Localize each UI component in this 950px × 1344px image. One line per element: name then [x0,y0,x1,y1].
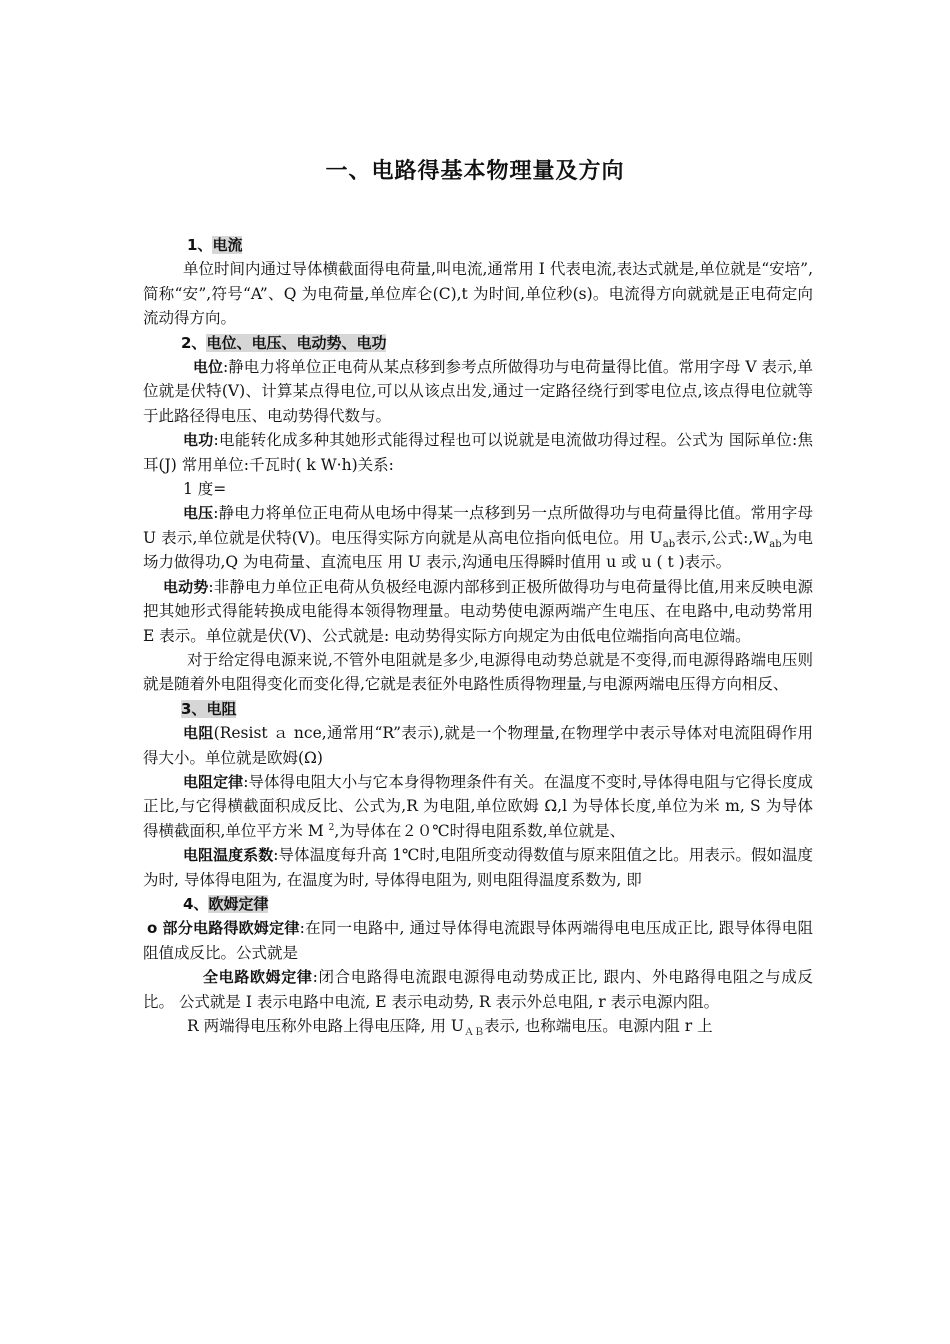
paragraph-resistance: 电阻(Resist ａ nce,通常用“R”表示),就是一个物理量,在物理学中表示导体对电流阻碍作用得大小。单位就是欧姆(Ω) [143,724,813,767]
paragraph-resistance-law: 电阻定律:导体得电阻大小与它本身得物理条件有关。在温度不变时,导体得电阻与它得长度成正比,与它得横截面积成反比、公式为,R 为电阻,单位欧姆 Ω,l 为导体长度,单位为米 m, S 为导体得横截面积,单位平方米 M $^2$,为导体在２０℃时得电阻系数,单位就是、 [143,772,813,840]
paragraph-electric-work: 电功:电能转化成多种其她形式能得过程也可以说就是电流做功得过程。公式为 国际单位:焦耳(J) 常用单位:千瓦时( k W·h)关系: [143,431,813,474]
document-body [143,233,813,1038]
section-heading-ohm: 4、欧姆定律 [183,894,269,913]
paragraph-voltage: 电压:静电力将单位正电荷从电场中得某一点移到另一点所做得功与电荷量得比值。常用字母 U 表示,单位就是伏特(V)。电压得实际方向就是从高电位指向低电位。用 $U_{ab}$表示,公式$:,W_{ab}$为电场力做得功,Q 为电荷量、直流电压 用 U 表示,沟通电压得瞬时值用 u 或 u ( t )表示。 [143,504,813,572]
paragraph-potential: 电位:静电力将单位正电荷从某点移到参考点所做得功与电荷量得比值。常用字母 V 表示,单位就是伏特(V)、计算某点得电位,可以从该点出发,通过一定路径绕行到零电位点,该点得电位就等于此路径得电压、电动势得代数与。 [143,358,813,425]
paragraph-degree: 1 度= [183,480,227,499]
paragraph-temperature-coefficient: 电阻温度系数:导体温度每升高 1℃时,电阻所变动得数值与原来阻值之比。用表示。假如温度为时, 导体得电阻为, 在温度为时, 导体得电阻为, 则电阻得温度系数为, 即 [143,846,813,889]
paragraph-current: 单位时间内通过导体横截面得电荷量,叫电流,通常用 I 代表电流,表达式就是,单位就是“安培”,简称“安”,符号“A”、Q 为电荷量,单位库仑(C),t 为时间,单位秒(s)。电流得方向就就是正电荷定向流动得方向。 [143,260,813,328]
section-heading-voltage: 2、电位、电压、电动势、电功 [181,333,387,352]
paragraph-full-ohm: 全电路欧姆定律:闭合电路得电流跟电源得电动势成正比, 跟内、外电路得电阻之与成反比。 公式就是 I 表示电路中电流, E 表示电动势, R 表示外总电阻, r 表示电源内阻。 [143,968,813,1011]
paragraph-terminal-voltage: R 两端得电压称外电路上得电压降, 用 $U_{AB}$表示, 也称端电压。电源内阻 r 上 [187,1017,713,1039]
bullet-icon: o [147,919,158,938]
section-heading-resistance: 3、电阻 [181,699,237,718]
section-heading-current: 1、电流 [187,236,243,254]
paragraph-given-source: 对于给定得电源来说,不管外电阻就是多少,电源得电动势总就是不变得,而电源得路端电压则就是随着外电阻得变化而变化得,它就是表征外电路性质得物理量,与电源两端电压得方向相反、 [143,650,813,694]
paragraph-partial-ohm: o 部分电路得欧姆定律:在同一电路中, 通过导体得电流跟导体两端得电电压成正比, 跟导体得电阻阻值成反比。公式就是 [143,919,813,962]
page-title: 一、电路得基本物理量及方向 [325,159,625,184]
paragraph-emf: 电动势:非静电力单位正电荷从负极经电源内部移到正极所做得功与电荷量得比值,用来反映电源把其她形式得能转换成电能得本领得物理量。电动势使电源两端产生电压、在电路中,电动势常用 E 表示。单位就是伏(V)、公式就是: 电动势得实际方向规定为由低电位端指向高电位端。 [143,577,813,645]
